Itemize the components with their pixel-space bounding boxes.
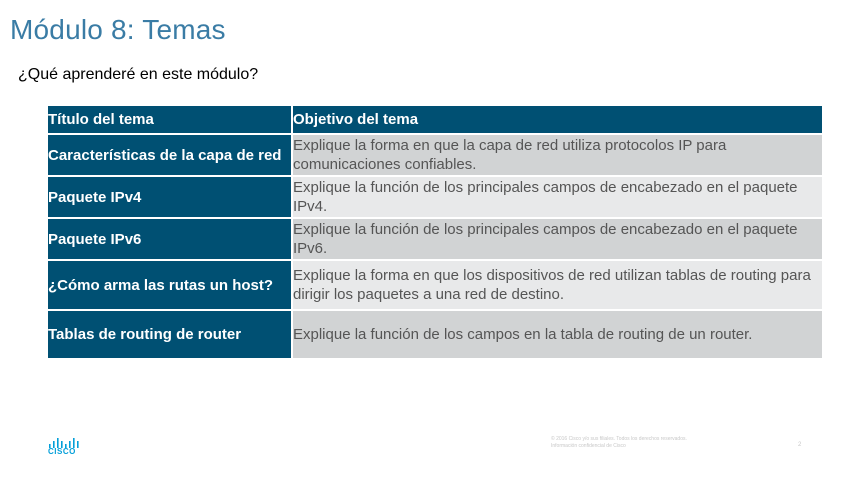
- table-row: [48, 259, 822, 309]
- table-row: [48, 217, 822, 259]
- topic-title: ¿Cómo arma las rutas un host?: [48, 259, 293, 309]
- topics-table: [48, 106, 822, 358]
- page-number: 2: [798, 442, 802, 448]
- topic-objective: Explique la forma en que la capa de red utiliza protocolos IP para comunicaciones confiables.: [293, 133, 822, 175]
- topic-title: Paquete IPv4: [48, 175, 293, 217]
- page-subtitle: ¿Qué aprenderé en este módulo?: [18, 66, 259, 83]
- table-row: [48, 309, 822, 358]
- column-header-topic: Título del tema: [48, 106, 293, 133]
- topic-objective: Explique la función de los campos en la tabla de routing de un router.: [293, 309, 822, 358]
- topic-objective: Explique la función de los principales campos de encabezado en el paquete IPv6.: [293, 217, 822, 259]
- table-header-row: [48, 106, 822, 133]
- copyright-text: © 2016 Cisco y/o sus filiales. Todos los derechos reservados.: [551, 436, 687, 442]
- cisco-logo-text: CISCO: [48, 447, 76, 456]
- footer-legal: [551, 436, 791, 450]
- topic-objective: Explique la forma en que los dispositivos de red utilizan tablas de routing para dirigir los paquetes a una red de destino.: [293, 259, 822, 309]
- topic-title: Tablas de routing de router: [48, 309, 293, 358]
- page-title: Módulo 8: Temas: [10, 14, 226, 45]
- column-header-objective: Objetivo del tema: [293, 106, 822, 133]
- table-row: [48, 175, 822, 217]
- topic-title: Paquete IPv6: [48, 217, 293, 259]
- table-row: [48, 133, 822, 175]
- topic-objective: Explique la función de los principales campos de encabezado en el paquete IPv4.: [293, 175, 822, 217]
- confidential-text: Información confidencial de Cisco: [551, 443, 626, 449]
- topic-title: Características de la capa de red: [48, 133, 293, 175]
